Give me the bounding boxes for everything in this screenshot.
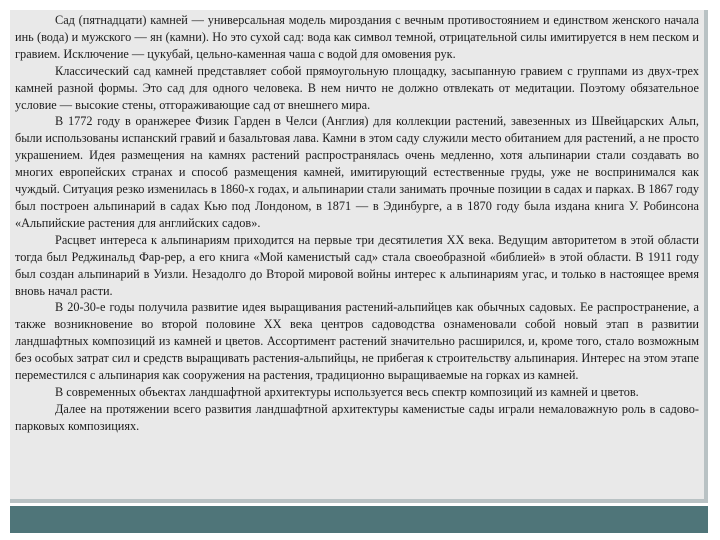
paragraph-classic-stone-garden: Классический сад камней представляет собой прямоугольную площадку, засыпанную гравием с группами из двух-трех камней разной формы. Это сад для одного человека. В нем ничто не должно отвлекать от медитации. Поэтому обязательное условие — высокие стены, отгораживающие сад от внешнего мира.	[15, 63, 699, 112]
paragraph-stone-garden-intro: Сад (пятнадцати) камней — универсальная модель мироздания с вечным противостоянием и единством женского начала инь (вода) и мужского — ян (камни). Но это сухой сад: вода как символ темной, отрицательной силы имитируется в нем песком и гравием. Исключение — цукубай, цельно-каменная чаша с водой для омовения рук.	[15, 13, 699, 61]
paragraph-1920s-1930s: В 20-30-е годы получила развитие идея выращивания растений-альпийцев как обычных садовых. Ее распространение, а также возникновение во второй половине XX века центров садоводства ознаменовали собой новый этап в развитии ландшафтных композиций из камней и цветов. Ассортимент растений значительно расширился, и, кроме того, стало возможным без особых затрат сил и средств выращивать растения-альпийцы, не прибегая к строительству альпинария. Интерес на этом этапе переместился с альпинария как сооружения на растения, традиционно выращиваемые на горках из камней.	[15, 300, 699, 383]
text-panel	[10, 10, 708, 503]
paragraph-20th-century-interest: Расцвет интереса к альпинариям приходится на первые три десятилетия XX века. Ведущим авторитетом в этой области тогда был Реджинальд Фар-рер, а его книга «Мой каменистый сад» стала своеобразной «библией» в этой области. В 1911 году был создан альпинарий в Уизли. Незадолго до Второй мировой войны интерес к альпинариям угас, и только в настоящее время вновь начал расти.	[15, 232, 699, 298]
paragraph-conclusion: Далее на протяжении всего развития ландшафтной архитектуры каменистые сады играли немаловажную роль в садово-парковых композициях.	[15, 401, 699, 433]
bottom-bar	[10, 506, 708, 533]
paragraph-chelsea-1772: В 1772 году в оранжерее Физик Гарден в Челси (Англия) для коллекции растений, завезенных из Швейцарских Альп, были использованы испанский гравий и базальтовая лава. Камни в этом саду служили место обитанием для растений, а не просто украшением. Идея размещения на камнях растений распространялась очень медленно, хотя альпинарии стали создавать во многих европейских странах и способ размещения камней, имитирующий естественные груды, уже не воспринимался как чуждый. Ситуация резко изменилась в 1860-х годах, и альпинарии стали занимать прочные позиции в садах и парках. В 1867 году был построен альпинарий в садах Кью под Лондоном, в 1871 — в Эдинбурге, а в 1870 году была издана книга У. Робинсона «Альпийские растения для английских садов».	[15, 114, 699, 230]
paragraph-modern-objects: В современных объектах ландшафтной архитектуры используется весь спектр композиций из камней и цветов.	[55, 384, 639, 399]
